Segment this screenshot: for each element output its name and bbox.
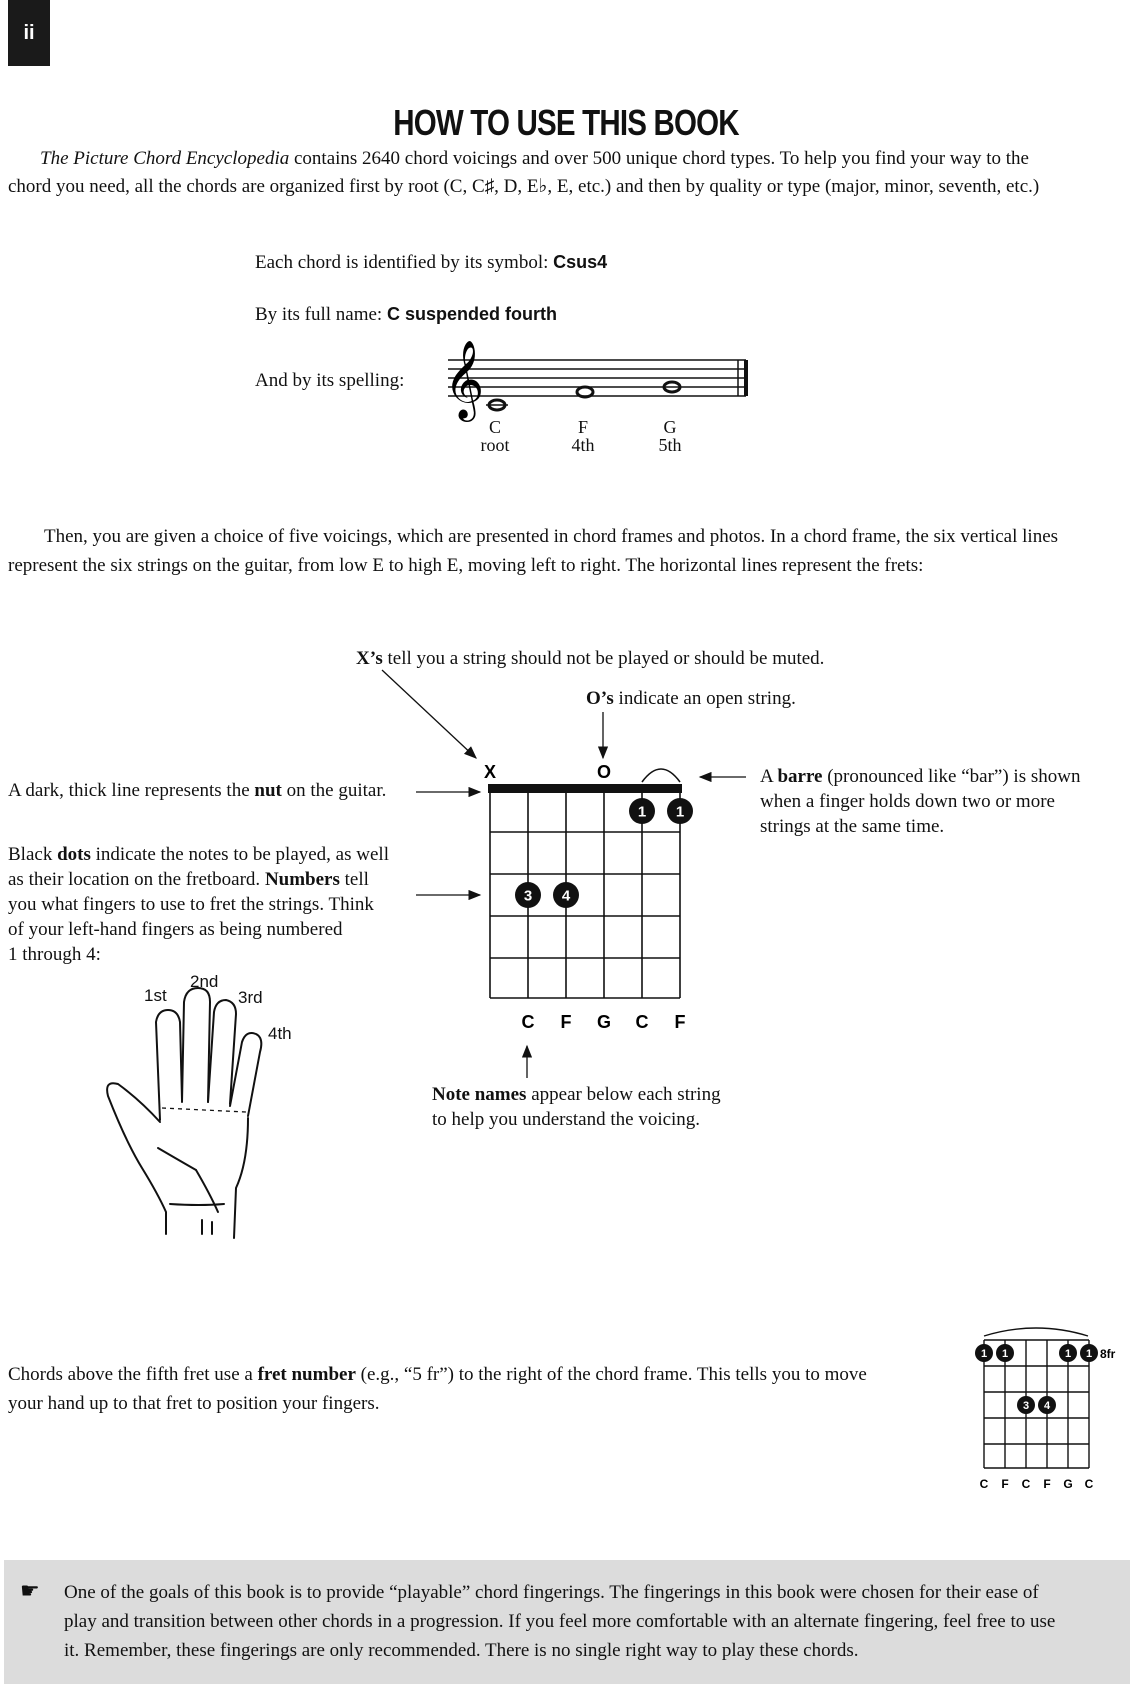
fret-number-line-1: Chords above the fifth fret use a fret number (e.g., “5 fr”) to the right of the chord frame. This tells you to move: [8, 1364, 867, 1385]
string-note: C: [635, 1012, 649, 1032]
string-note: C: [1084, 1477, 1094, 1491]
fret-number-label: 8fr: [1100, 1347, 1116, 1361]
left-hand-illustration: [100, 972, 300, 1242]
finger-number: 1: [637, 803, 647, 821]
spelling-note-3: G 5th: [658, 417, 682, 455]
barre-callout: A barre (pronounced like “bar”) is shown when a finger holds down two or more strings at the same time.: [760, 766, 1081, 837]
finger-number: 3: [523, 887, 533, 905]
finger-number: 1: [1064, 1347, 1072, 1360]
finger-label-2: 2nd: [190, 972, 219, 991]
tip-text: One of the goals of this book is to provide “playable” chord fingerings. The fingerings in this book were chosen for their ease of play and transition between other chords in a progression. If you feel more comfortable with an alternate fingering, feel free to use it. Remember, these fingerings are only recommended. There is no single right way to play these chords.: [64, 1582, 1056, 1661]
intro-line-1: The Picture Chord Encyclopedia contains 2640 chord voicings and over 500 unique chord types. To help you find your way to the: [40, 148, 1029, 169]
nut-bar: [488, 784, 682, 793]
barre-arc: [984, 1328, 1088, 1336]
treble-clef-icon: 𝄞: [444, 340, 485, 419]
string-note: F: [1001, 1477, 1009, 1491]
chord-frame: [470, 750, 710, 1050]
finger-number: 1: [675, 803, 685, 821]
finger-number: 1: [980, 1347, 988, 1360]
o-callout: O’s indicate an open string.: [586, 688, 796, 709]
spelling-note-1: C root: [480, 417, 510, 455]
finger-number: 3: [1022, 1399, 1030, 1412]
string-note: F: [560, 1012, 572, 1032]
pointing-hand-icon: ☛: [20, 1578, 40, 1603]
finger-label-3: 3rd: [238, 988, 263, 1007]
x-arrow: [382, 670, 476, 758]
string-note: G: [1063, 1477, 1073, 1491]
finger-number: 4: [561, 887, 571, 905]
barre-arc: [642, 769, 680, 782]
symbol-line: Each chord is identified by its symbol: Csus4: [255, 252, 608, 273]
page-number: ii: [8, 0, 50, 66]
spelling-note-2: F 4th: [571, 417, 595, 455]
full-name-line: By its full name: C suspended fourth: [255, 304, 557, 325]
dots-callout: Black dots indicate the notes to be played, as well as their location on the fretboard. Numbers tell you what fingers to use to fret the strings. Think of your left-hand fingers as being numbered 1 through 4:: [8, 844, 389, 965]
chord-symbol: Csus4: [553, 252, 608, 272]
string-note: C: [979, 1477, 989, 1491]
finger-label-4: 4th: [268, 1024, 292, 1043]
finger-number: 1: [1001, 1347, 1009, 1360]
voicings-line-2: represent the six strings on the guitar, from low E to high E, moving left to right. The horizontal lines represent the frets:: [8, 555, 924, 576]
small-chord-frame: [970, 1316, 1132, 1496]
page-title: HOW TO USE THIS BOOK: [393, 102, 739, 143]
string-note: C: [1021, 1477, 1031, 1491]
string-note: F: [674, 1012, 686, 1032]
muted-string-marker: X: [483, 762, 497, 782]
string-note: C: [521, 1012, 535, 1032]
finger-label-1: 1st: [144, 986, 167, 1005]
note-names-callout: Note names appear below each string to help you understand the voicing.: [432, 1084, 721, 1130]
finger-number: 4: [1043, 1399, 1051, 1412]
x-callout: X’s tell you a string should not be played or should be muted.: [356, 648, 825, 669]
chord-full-name: C suspended fourth: [386, 304, 557, 324]
intro-line-2: chord you need, all the chords are organized first by root (C, C♯, D, E♭, E, etc.) and then by quality or type (major, minor, seventh, etc.): [8, 176, 1040, 197]
voicings-line-1: Then, you are given a choice of five voicings, which are presented in chord frames and photos. In a chord frame, the six vertical lines: [44, 526, 1059, 547]
book-title: The Picture Chord Encyclopedia: [40, 148, 290, 169]
open-string-marker: O: [596, 762, 612, 782]
nut-callout: A dark, thick line represents the nut on the guitar.: [8, 780, 387, 801]
string-note: G: [596, 1012, 612, 1032]
fret-number-line-2: your hand up to that fret to position your fingers.: [8, 1393, 380, 1414]
string-note: F: [1043, 1477, 1051, 1491]
finger-number: 1: [1085, 1347, 1093, 1360]
spelling-label: And by its spelling:: [255, 370, 405, 391]
